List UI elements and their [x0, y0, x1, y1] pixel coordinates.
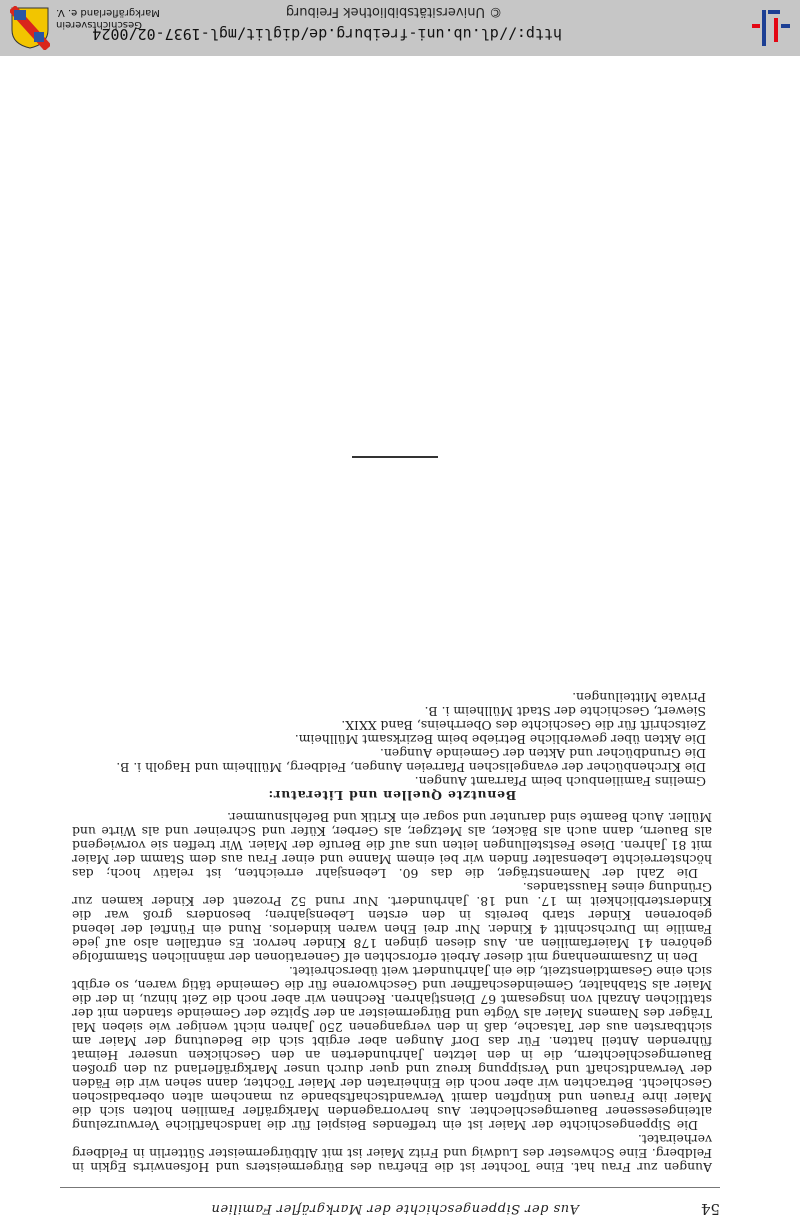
document-url[interactable]: http://dl.ub.uni-freiburg.de/diglit/mgl-1937-02/0024	[92, 25, 562, 43]
page-number: 54	[700, 1200, 720, 1218]
literature-heading: Benutzte Quellen und Literatur:	[267, 788, 517, 803]
copyright-text: © Universitätsbibliothek Freiburg	[285, 4, 503, 19]
paragraph: Die Sippengeschichte der Maier ist ein treffendes Beispiel für die landschaftliche Verwurzelung alteingesessener Bauerngeschlechter. Aus hervorragenden Markgräfler Familien holten sich die Maier ihre Frauen und knüpften damit Verwandtschaftsbande zu manchem alten oberbadischen Geschlecht. Betrachten wir aber noch die Einheiraten der Maier Töchter, dann sehen wir die Fäden der Verwandtschaft und Versippung kreuz und quer durch unser Markgräflerland zu den großen Bauerngeschlechtern, die in den letzten Jahrhunderten an den Geschicken unserer Heimat führenden Anteil hatten. Für das Dorf Aungen aber ergibt sich die Bedeutung der Maier am sichtbarsten aus der Tatsache, daß in den vergangenen 250 Jahren nicht weniger wie sieben Mal Träger des Namens Maier als Vögte und Bürgermeister an der Spitze der Gemeinde standen mit der stattlichen Anzahl von insgesamt 67 Dienstjahren. Rechnen wir aber noch die Zeit hinzu, in der die Maier als Stabhalter, Gemeindeschaffner und Geschworene für die Gemeinde tätig waren, so ergibt sich eine Gesamtdienstzeit, die ein Jahrhundert weit überschreitet.	[72, 964, 712, 1133]
viewer-toolbar	[0, 0, 800, 56]
literature-item: Die Grundbücher und Akten der Gemeinde Aungen.	[379, 746, 706, 761]
literature-item: Private Mitteilungen.	[572, 690, 706, 705]
literature-item: Siewert, Geschichte der Stadt Müllheim i. B.	[424, 704, 706, 719]
scanned-page	[0, 56, 800, 1232]
end-rule	[352, 456, 438, 458]
ub-freiburg-logo-icon[interactable]	[752, 6, 790, 48]
header-rule	[60, 1187, 720, 1188]
society-crest-icon	[10, 6, 50, 50]
literature-item: Zeitschrift für die Geschichte des Oberrheins, Band XXIX.	[341, 718, 706, 733]
paragraph: Die Zahl der Namensträger, die das 60. Lebensjahr erreichten, ist relativ hoch; das höchsterreichte Lebensalter finden wir bei einem Manne und einer Frau aus dem Stamm der Maier mit 81 Jahren. Diese Feststellungen leiten uns auf die Berufe der Maier. Wir treffen sie vorwiegend als Bauern, dann auch als Bäcker, als Metzger, als Gerber, Küfer und Schreiner und als Wirte und Müller. Auch Beamte sind darunter und sogar ein Kritik und Befehlsnummer.	[72, 810, 712, 881]
society-label: Geschichtsverein Markgräflerland e. V.	[56, 7, 160, 30]
literature-item: Die Akten über gewerbliche Betriebe beim Bezirksamt Müllheim.	[294, 732, 706, 747]
literature-item: Gmelins Familienbuch beim Pfarramt Aungen.	[414, 774, 706, 789]
body-text	[72, 690, 712, 1174]
paragraph: Aungen zur Frau hat. Eine Tochter ist die Ehefrau des Bürgermeisters und Hofsenwirts Egkin in Feldberg. Eine Schwester des Ludwig und Fritz Maier ist mit Altbürgermeister Sütterlin in Feldberg verheiratet.	[72, 1132, 712, 1175]
paragraph: Den in Zusammenhang mit dieser Arbeit erforschten elf Generationen der männlichen Stammfolge gehören 41 Maierfamilien an. Aus diesen gingen 178 Kinder hervor. Es entfallen also auf jede Familie im Durchschnitt 4 Kinder. Nur drei Ehen waren kinderlos. Rund ein Fünftel der lebend geborenen Kinder starb bereits in den ersten Lebensjahren; besonders groß war die Kindersterblichkeit im 17. und 18. Jahrhundert. Nur rund 52 Prozent der Kinder kamen zur Gründung eines Hausstandes.	[72, 880, 712, 965]
literature-item: Die Kirchenbücher der evangelischen Pfarreien Aungen, Feldberg, Müllheim und Hagolh i. B.	[116, 760, 706, 775]
running-title: Aus der Sippengeschichte der Markgräfler Familien	[211, 1201, 579, 1216]
page-header	[70, 1194, 720, 1218]
